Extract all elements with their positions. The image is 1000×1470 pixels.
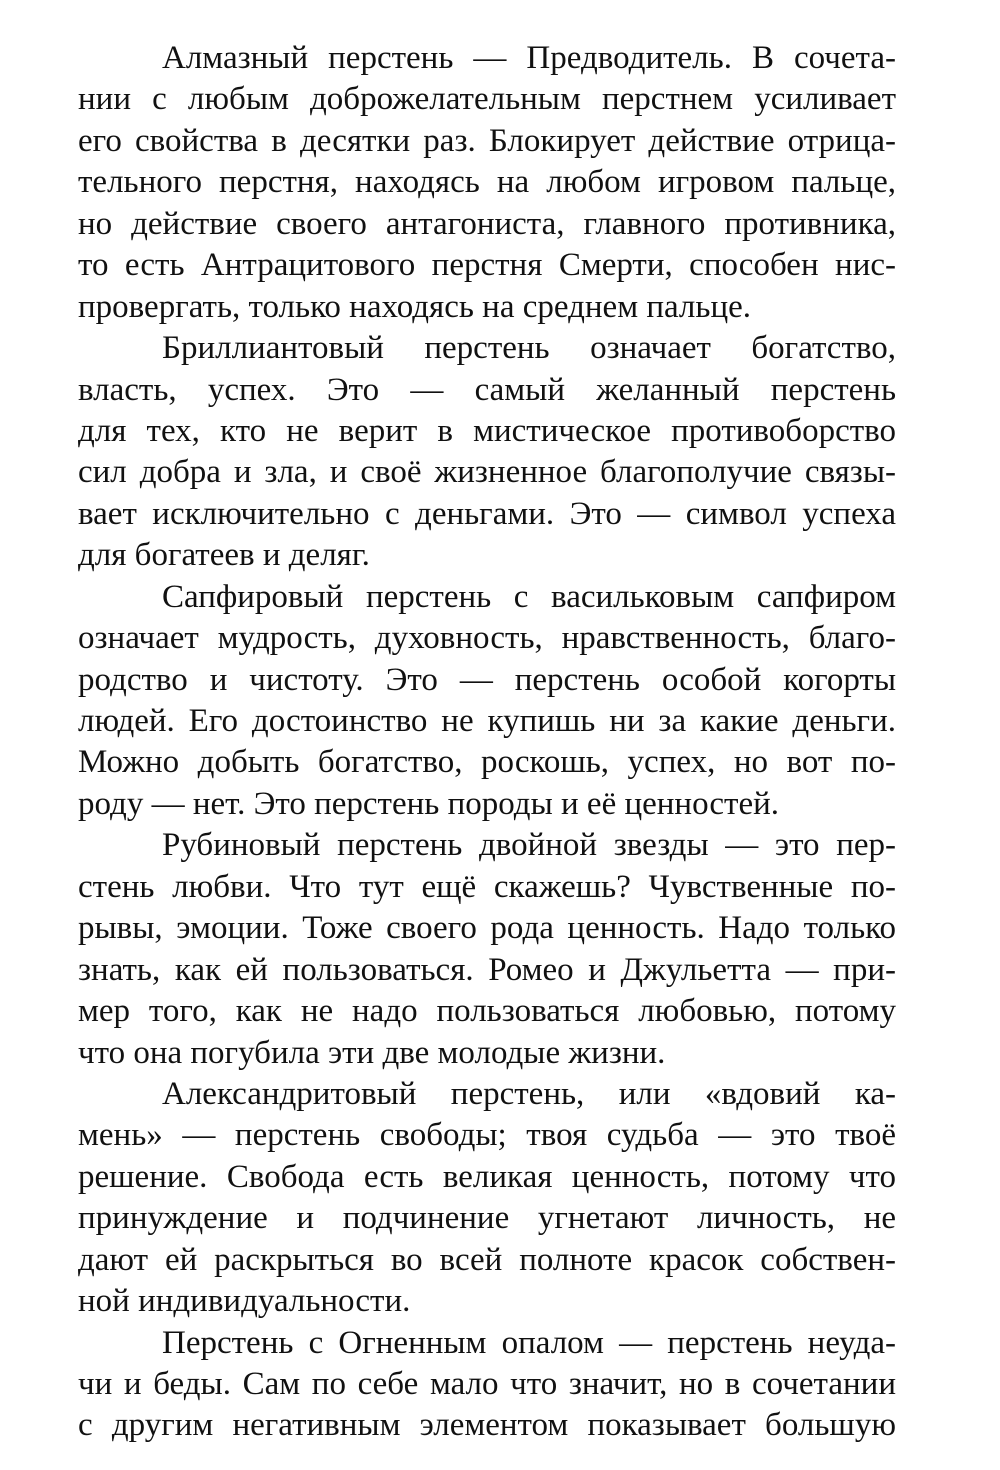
text-line: тельного перстня, находясь на любом игровом пальце, (78, 164, 896, 201)
text-line: для богатеев и деляг. (78, 537, 370, 574)
text-line: его свойства в десятки раз. Блокирует действие отрица- (78, 122, 896, 159)
text-line: но действие своего антагониста, главного противника, (78, 205, 896, 242)
text-line: чи и беды. Сам по себе мало что значит, но в сочетании (78, 1366, 896, 1402)
text-line: рывы, эмоции. Тоже своего рода ценность. Надо только (78, 910, 896, 947)
paragraph-sapphire (78, 577, 896, 826)
text-line: Сапфировый перстень с васильковым сапфиром (162, 578, 896, 615)
paragraph-ruby (78, 825, 896, 1074)
text-line: родство и чистоту. Это — перстень особой когорты (78, 661, 896, 698)
text-line: Алмазный перстень — Предводитель. В сочета- (162, 40, 896, 76)
text-line: вает исключительно с деньгами. Это — символ успеха (78, 495, 896, 532)
text-line: решение. Свобода есть великая ценность, потому что (78, 1158, 896, 1195)
text-line: с другим негативным элементом показывает большую (78, 1407, 896, 1444)
text-line: принуждение и подчинение угнетают личность, не (78, 1200, 896, 1237)
text-line: мень» — перстень свободы; твоя судьба — это твоё (78, 1117, 896, 1154)
text-line: Можно добыть богатство, роскошь, успех, но вот по- (78, 744, 896, 781)
text-line: для тех, кто не верит в мистическое противоборство (78, 412, 896, 449)
paragraph-brilliant (78, 328, 896, 577)
text-line: власть, успех. Это — самый желанный перстень (78, 371, 896, 408)
book-page (78, 38, 896, 1447)
text-line: Рубиновый перстень двойной звезды — это пер- (162, 827, 896, 864)
text-line: означает мудрость, духовность, нравственность, благо- (78, 620, 896, 657)
text-line: то есть Антрацитового перстня Смерти, способен нис- (78, 247, 896, 284)
text-line: что она погубила эти две молодые жизни. (78, 1034, 666, 1071)
text-line: Александритовый перстень, или «вдовий ка- (162, 1075, 896, 1112)
text-line: ной индивидуальности. (78, 1283, 411, 1320)
text-line: Бриллиантовый перстень означает богатство, (162, 330, 896, 367)
text-line: роду — нет. Это перстень породы и её ценностей. (78, 785, 780, 822)
text-line: дают ей раскрыться во всей полноте красок собствен- (78, 1241, 896, 1278)
text-line: сил добра и зла, и своё жизненное благополучие связы- (78, 454, 896, 491)
text-line: стень любви. Что тут ещё скажешь? Чувственные по- (78, 868, 896, 905)
paragraph-opal (78, 1323, 896, 1447)
text-line: провергать, только находясь на среднем пальце. (78, 288, 752, 325)
text-line: нии с любым доброжелательным перстнем усиливает (78, 81, 896, 118)
text-line: людей. Его достоинство не купишь ни за какие деньги. (78, 703, 896, 739)
text-line: мер того, как не надо пользоваться любовью, потому (78, 993, 896, 1030)
paragraph-alexandrite (78, 1074, 896, 1323)
text-line: Перстень с Огненным опалом — перстень неуда- (162, 1324, 896, 1361)
text-line: знать, как ей пользоваться. Ромео и Джульетта — при- (78, 951, 896, 988)
paragraph-almaz (78, 38, 896, 328)
